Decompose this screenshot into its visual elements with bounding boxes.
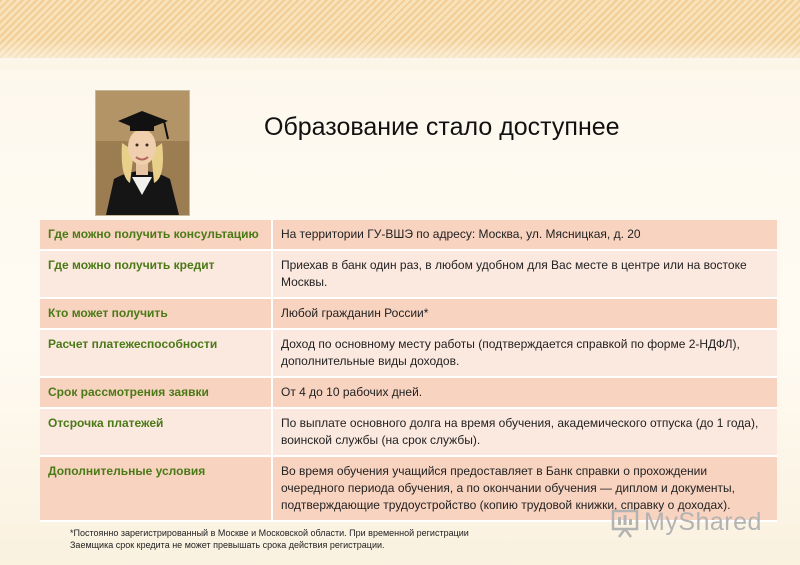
table-row — [40, 220, 777, 250]
row-value: Во время обучения учащийся предоставляет в Банк справки о прохождении очередного периода обучения, а по окончании обучения — диплом и документы, подтверждающие трудоустройство (копию трудовой книжки, справку о доходах). — [272, 456, 777, 521]
row-label: Срок рассмотрения заявки — [40, 377, 272, 408]
row-label: Кто может получить — [40, 298, 272, 329]
row-value: Любой гражданин России* — [272, 298, 777, 329]
row-value: Доход по основному месту работы (подтверждается справкой по форме 2-НДФЛ), дополнительные виды доходов. — [272, 329, 777, 377]
row-label: Дополнительные условия — [40, 456, 272, 521]
row-value: От 4 до 10 рабочих дней. — [272, 377, 777, 408]
row-label: Отсрочка платежей — [40, 408, 272, 456]
table-row — [40, 329, 777, 377]
row-value: По выплате основного долга на время обучения, академического отпуска (до 1 года), воинской службы (на срок службы). — [272, 408, 777, 456]
credit-info-table — [40, 220, 777, 522]
row-value: Приехав в банк один раз, в любом удобном для Вас месте в центре или на востоке Москвы. — [272, 250, 777, 298]
table-row — [40, 408, 777, 456]
logo-text: MyShared — [644, 508, 762, 536]
slide-title: Образование стало доступнее — [264, 113, 620, 141]
row-label: Где можно получить консультацию — [40, 220, 272, 250]
row-label: Расчет платежеспособности — [40, 329, 272, 377]
footnote: *Постоянно зарегистрированный в Москве и Московской области. При временной регистрации Заемщика срок кредита не может превышать срока действия регистрации. — [70, 528, 469, 550]
graduate-illustration — [96, 91, 189, 215]
row-value: На территории ГУ-ВШЭ по адресу: Москва, ул. Мясницкая, д. 20 — [272, 220, 777, 250]
row-label: Где можно получить кредит — [40, 250, 272, 298]
presentation-board-icon — [610, 508, 640, 538]
table-row — [40, 377, 777, 408]
table-row — [40, 298, 777, 329]
stripe-fade — [0, 40, 800, 70]
myshared-logo[interactable] — [610, 505, 775, 540]
table-row — [40, 250, 777, 298]
graduate-photo — [95, 90, 190, 216]
